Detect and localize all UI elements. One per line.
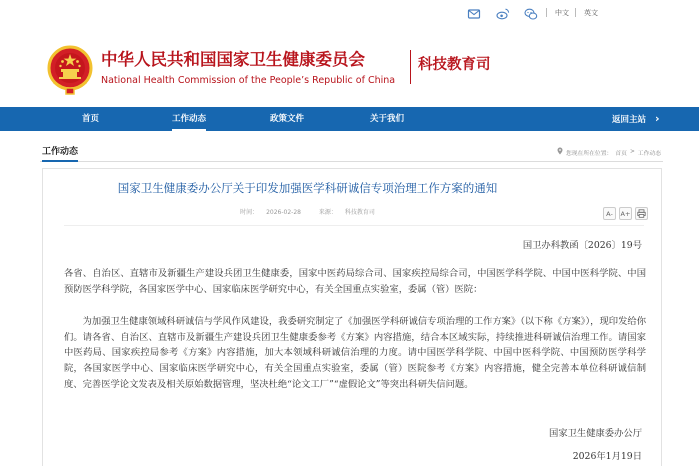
site-title-chinese: 中华人民共和国国家卫生健康委员会 (101, 50, 365, 69)
body-paragraph: 为加强卫生健康领域科研诚信与学风作风建设，我委研究制定了《加强医学科研诚信专项治理的工作方案》（以下称《方案》），现印发给你们。请各省、自治区、直辖市及新疆生产建设兵团卫生健康委参考《方案》内容措施，结合本区域实际，持续推进科研诚信治理工作。请国家中医药局、国家疾控局参考《方案》内容措施，加大本领域科研诚信治理的力度。请中国医学科学院、中国中医科学院、中国预防医学科学院，各国家医学中心、国家临床医学研究中心，有关全国重点实验室，委属（管）医院参考《方案》内容措施，健全完善本单位科研诚信制度、完善医学论文发表及相关原始数据管理，坚决杜绝“论文工厂”“虚假论文”等突出科研失信问题。 (64, 316, 646, 390)
site-title-english: National Health Commission of the People’s Republic of China (101, 75, 396, 86)
lang-english-link[interactable]: 英文 (584, 9, 598, 17)
header-divider (410, 50, 411, 84)
section-header (40, 140, 663, 162)
issue-date: 2026年1月19日 (572, 451, 642, 462)
breadcrumb-home-link[interactable]: 首页 (615, 150, 627, 157)
breadcrumb-current-link[interactable]: 工作动态 (637, 150, 661, 157)
breadcrumb-separator: > (629, 149, 635, 155)
nav-item-work-news[interactable]: 工作动态 (172, 107, 206, 131)
nav-item-about-us[interactable]: 关于我们 (370, 114, 405, 124)
back-to-main-site-label: 返回主站 (612, 115, 647, 125)
addressees-paragraph: 各省、自治区、直辖市及新疆生产建设兵团卫生健康委，国家中医药局综合司、国家疾控局综合司，中国医学科学院、中国中医科学院、中国预防医学科学院，各国家医学中心、国家临床医学研究中心，有关全国重点实验室，委属（管）医院： (64, 268, 646, 295)
print-button[interactable] (635, 207, 648, 220)
nav-item-home[interactable]: 首页 (82, 114, 100, 124)
mail-icon[interactable] (467, 6, 481, 20)
divider (546, 8, 547, 17)
source-label: 来源： (318, 209, 337, 216)
article-source: 科技教育司 (344, 209, 375, 216)
document-number: 国卫办科教函〔2026〕19号 (522, 240, 642, 251)
date-label: 时间： (240, 209, 259, 216)
article-meta (0, 207, 615, 216)
divider (575, 8, 576, 17)
back-to-main-site-link[interactable] (612, 107, 660, 131)
printer-icon (637, 209, 646, 218)
main-nav (0, 107, 699, 131)
publish-date: 2026-02-28 (266, 209, 301, 216)
utility-bar (0, 6, 699, 22)
article-title: 国家卫生健康委办公厅关于印发加强医学科研诚信专项治理工作方案的通知 (117, 181, 498, 195)
section-title: 工作动态 (42, 144, 78, 162)
department-name: 科技教育司 (418, 56, 491, 73)
chevron-right-icon: › (654, 112, 660, 125)
national-emblem-icon[interactable] (46, 44, 94, 96)
nav-item-policy-documents[interactable]: 政策文件 (270, 114, 305, 124)
issuer-signature: 国家卫生健康委办公厅 (549, 428, 642, 439)
weibo-icon[interactable] (496, 6, 510, 20)
font-increase-button[interactable]: A+ (619, 207, 632, 220)
location-pin-icon (557, 147, 563, 157)
article-tools (603, 207, 648, 220)
lang-chinese-link[interactable]: 中文 (555, 9, 569, 17)
breadcrumb-prefix: 您现在所在位置： (565, 150, 613, 157)
article-divider (64, 225, 644, 226)
breadcrumb (557, 147, 661, 157)
wechat-icon[interactable] (524, 6, 538, 20)
font-decrease-button[interactable]: A- (603, 207, 616, 220)
